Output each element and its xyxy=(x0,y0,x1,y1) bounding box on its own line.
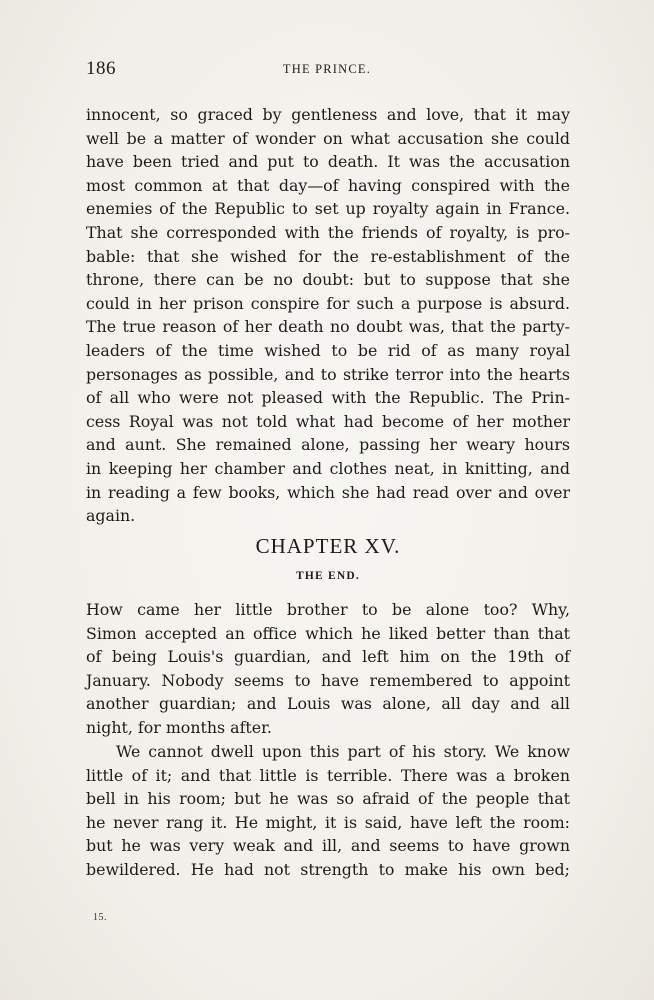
chapter-subtitle: THE END. xyxy=(296,570,360,582)
paragraph-line: enemies of the Republic to set up royalty again in France. xyxy=(86,199,570,219)
paragraph-line: little of it; and that little is terrible. There was a broken xyxy=(86,765,570,785)
paragraph-line: and aunt. She remained alone, passing her weary hours xyxy=(86,435,570,455)
paragraph-line: bable: that she wished for the re-establishment of the xyxy=(86,246,570,266)
paragraph-line: well be a matter of wonder on what accusation she could xyxy=(86,128,570,148)
paragraph-2 xyxy=(86,598,570,740)
page-number: 186 xyxy=(86,58,116,79)
paragraph-line: have been tried and put to death. It was the accusation xyxy=(86,152,570,172)
paragraph-line: How came her little brother to be alone too? Why, xyxy=(86,600,570,619)
paragraph-line: cess Royal was not told what had become of her mother xyxy=(86,411,570,431)
chapter-heading: CHAPTER XV. xyxy=(255,534,401,558)
signature-mark: 15. xyxy=(93,912,107,923)
paragraph-line: most common at that day—of having conspired with the xyxy=(86,175,570,195)
paragraph-line: We cannot dwell upon this part of his story. We know xyxy=(116,742,570,761)
paragraph-line: bewildered. He had not strength to make his own bed; xyxy=(86,859,570,879)
page-header xyxy=(86,58,568,82)
paragraph-line: of all who were not pleased with the Republic. The Prin- xyxy=(86,388,570,408)
paragraph-line: innocent, so graced by gentleness and love, that it may xyxy=(86,105,570,124)
running-title: THE PRINCE. xyxy=(282,62,372,76)
paragraph-line: The true reason of her death no doubt was, that the party- xyxy=(86,317,570,337)
paragraph-1 xyxy=(86,103,570,528)
paragraph-line: personages as possible, and to strike terror into the hearts xyxy=(86,364,570,384)
paragraph-line: could in her prison conspire for such a purpose is absurd. xyxy=(86,293,570,313)
paragraph-line: again. xyxy=(86,506,136,526)
paragraph-line: he never rang it. He might, it is said, have left the room: xyxy=(86,812,570,832)
paragraph-line: in reading a few books, which she had read over and over xyxy=(86,482,570,502)
paragraph-line: of being Louis's guardian, and left him on the 19th of xyxy=(86,647,570,667)
paragraph-line: another guardian; and Louis was alone, all day and all xyxy=(86,694,570,714)
paragraph-3 xyxy=(86,740,570,882)
paragraph-line: throne, there can be no doubt: but to suppose that she xyxy=(86,270,570,290)
paragraph-line: bell in his room; but he was so afraid of the people that xyxy=(86,789,570,809)
paragraph-line: but he was very weak and ill, and seems to have grown xyxy=(86,836,570,856)
paragraph-line: Simon accepted an office which he liked better than that xyxy=(86,623,570,643)
paragraph-line: in keeping her chamber and clothes neat, in knitting, and xyxy=(86,458,570,478)
paragraph-line: That she corresponded with the friends of royalty, is pro- xyxy=(86,222,570,242)
paragraph-line: leaders of the time wished to be rid of as many royal xyxy=(86,340,570,360)
paragraph-line: night, for months after. xyxy=(86,717,272,737)
paragraph-line: January. Nobody seems to have remembered to appoint xyxy=(86,670,570,690)
